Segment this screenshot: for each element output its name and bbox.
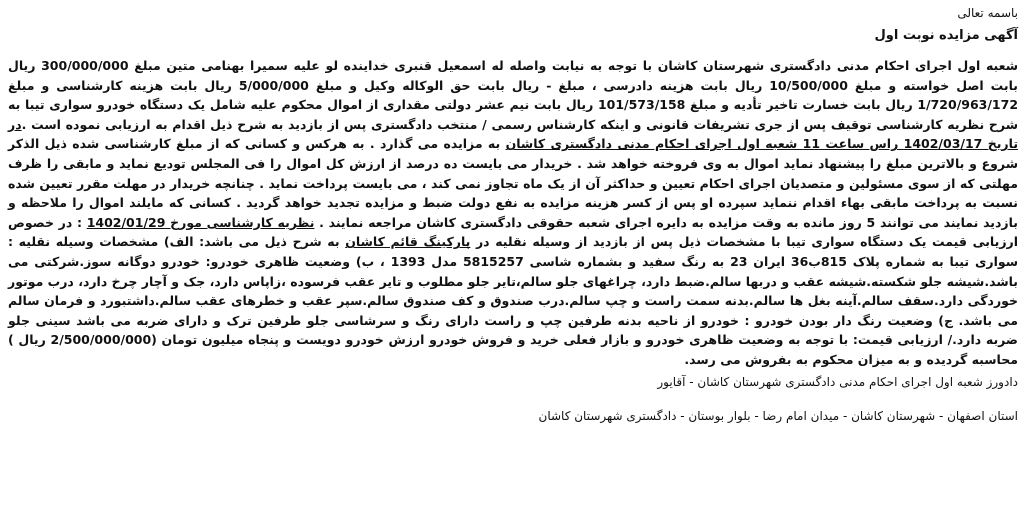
notice-paragraph [8, 56, 1018, 370]
signature-line: دادورز شعبه اول اجرای احکام مدنی دادگستری شهرستان کاشان - آقایور [657, 374, 1018, 389]
parking-name: پارکینگ قائم کاشان [345, 234, 471, 250]
body-part-7: به شرح ذیل می باشد: الف) مشخصات وسیله نقلیه : سواری تیبا به شماره پلاک 815ب36 ایران 23 به رنگ سفید و بشماره شاسی 5815257 مدل 1393 ، ب) وضعیت ظاهری خودرو: خودرو دوگانه سوز.شرکتی می باشد.شیشه جلو شکسته.شیشه عقب و دربها سالم.ضبط دارد، چراغهای جلو سالم،تایر جلو مطلوب و تایر عقب فرسوده ،زاپاس دارد، جک و آچار چرخ دارد، درب موتور خوردگی دارد.سقف سالم.آینه بغل ها سالم.بدنه سمت راست و چپ سالم.درب صندوق و کف صندوق سالم.سپر عقب و خطرهای عقب سالم.داشتبورد و فرمان سالم می باشد. ج) وضعیت رنگ دار بودن خودرو : خودرو از ناحیه بدنه طرفین چپ و راست دارای رنگ و سرشاسی جلو طرفین ترک و دارای ضربه می باشد سینی جلو ضربه دارد./ ارزیابی قیمت: با توجه به وضعیت ظاهری خودرو و بازار فعلی خرید و فروش خودرو ارزش خودرو دویست و پنجاه میلیون تومان (2/500/000/000 ریال ) محاسبه گردیده و به میزان محکوم به بفروش می رسد. [8, 234, 1019, 367]
invocation-text: باسمه تعالی [957, 6, 1018, 20]
expert-opinion-date: نظریه کارشناسی مورخ 1402/01/29 [86, 214, 315, 230]
auction-date-text: در تاریخ 1402/03/17 راس ساعت 11 شعبه اول اجرای احکام مدنی دادگستری کاشان [8, 116, 1019, 152]
body-part-5: : در خصوص ارزیابی قیمت یک دستگاه سواری تیبا با مشخصات ذیل پس از بازدید از وسیله نقلیه در [8, 214, 1018, 250]
address-line: استان اصفهان - شهرستان کاشان - میدان امام رضا - بلوار بوستان - دادگستری شهرستان کاشان [538, 408, 1018, 423]
notice-title: آگهی مزایده نوبت اول [874, 28, 1018, 43]
body-part-1: شعبه اول اجرای احکام مدنی دادگستری شهرستان کاشان با توجه به نیابت واصله له اسمعیل قنبری خداینده لو علیه سمیرا بهنامی متین مبلغ 300/000/000 ریال بابت اصل خواسته و مبلغ 10/500/000 ریال بابت هزینه دادرسی ، مبلغ - ریال بابت حق الوکاله وکیل و مبلغ 5/000/000 ریال بابت هزینه کارشناسی و مبلغ 1/720/963/172 ریال بابت خسارت تاخیر تأدیه و مبلغ 101/573/158 ریال بابت نیم عشر دولتی مقداری از اموال محکوم علیه شامل یک دستگاه خودرو سواری تیبا به شرح نظریه کارشناسی توقیف پس از جری تشریفات قانونی و اینکه کارشناس رسمی / منتخب دادگستری پس از بازدید به شرح ذیل اقدام به ارزیابی نموده است . [8, 58, 1019, 132]
notice-body [8, 56, 1018, 370]
body-part-3: به مزایده می گذارد . به هرکس و کسانی که از مبلغ کارشناسی شده ذیل الذکر شروع و بالاترین مبلغ را پیشنهاد نماید اموال به وی فروخته خواهد شد . خریدار می بایست ده درصد از ارزش کل اموال را فی المجلس تودیع نماید و مابقی را ظرف مهلتی که از سوی مسئولین و متصدیان اجرای احکام تعیین و حداکثر آن از یک ماه تجاوز نمی کند ، می بایست پرداخت نماید . چنانچه خریدار در مهلت مقرر تعیین شده نسبت به پرداخت مابقی بهاء اقدام ننماید سپرده او پس از کسر هزینه مزایده به نفع دولت ضبط و مزایده تجدید خواهد گردید . کسانی که مایلند اموال را ملاحظه و بازدید نمایند می توانند 5 روز مانده به وقت مزایده به دایره اجرای شعبه حقوقی دادگستری کاشان مراجعه نمایند . [8, 136, 1018, 230]
